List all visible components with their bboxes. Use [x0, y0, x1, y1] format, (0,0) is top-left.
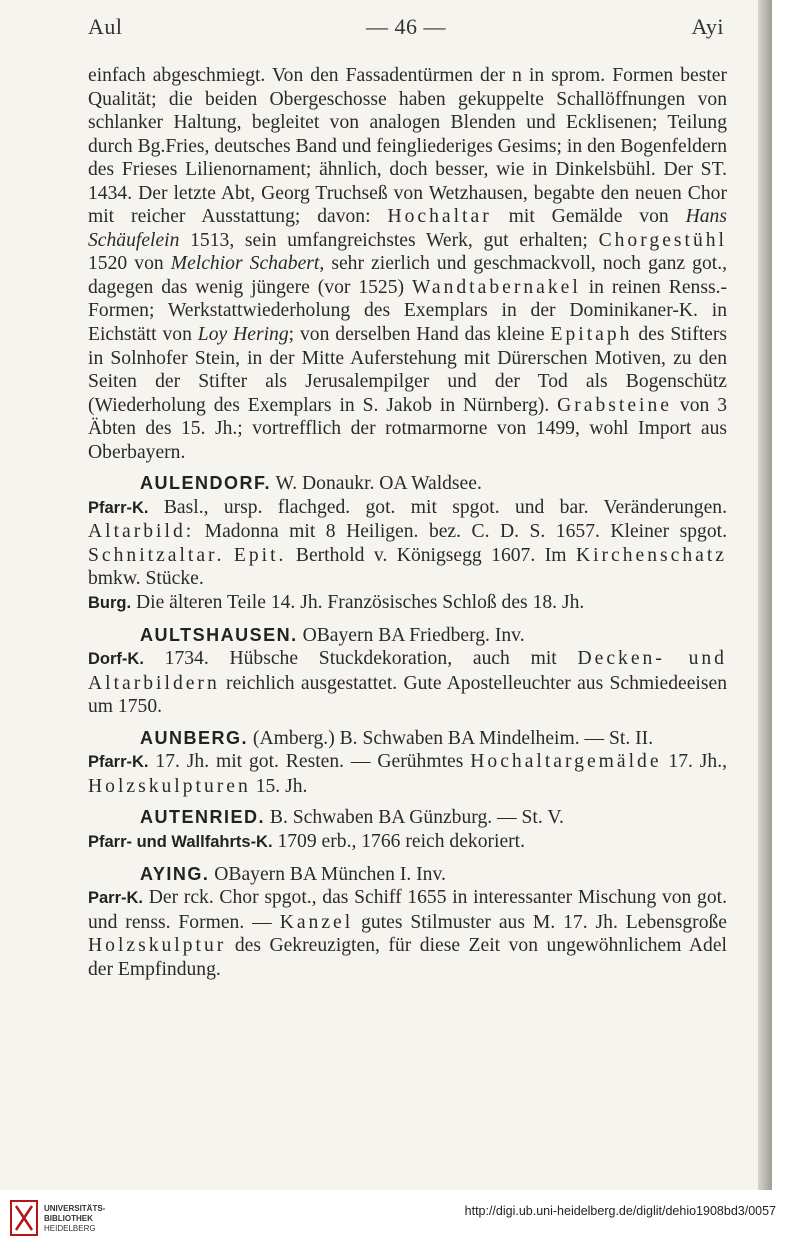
page-number: — 46 — — [366, 14, 446, 39]
place-name: AULTSHAUSEN. — [140, 624, 298, 645]
source-url-link[interactable]: http://digi.ub.uni-heidelberg.de/diglit/dehio1908bd3/0057 — [464, 1204, 776, 1218]
footer-bar — [0, 1190, 786, 1248]
entry-heading-aying: AYING. OBayern BA München I. Inv. — [140, 863, 446, 885]
library-name: UNIVERSITÄTS- BIBLIOTHEK HEIDELBERG — [44, 1204, 106, 1233]
entry-text-aunberg: Pfarr-K. 17. Jh. mit got. Resten. — Gerühmtes Hochaltargemälde 17. Jh., Holzskulpturen 15. Jh. — [88, 751, 727, 797]
page-edge — [758, 0, 772, 1190]
entry-heading-aultshausen: AULTSHAUSEN. OBayern BA Friedberg. Inv. — [140, 624, 525, 646]
library-seal-icon — [10, 1200, 38, 1236]
entry-text-autenried: Pfarr- und Wallfahrts-K. 1709 erb., 1766 reich dekoriert. — [88, 830, 526, 852]
place-name: AYING. — [140, 863, 210, 884]
page-body — [88, 64, 727, 981]
place-name: AUTENRIED. — [140, 807, 266, 828]
entry-heading-autenried: AUTENRIED. B. Schwaben BA Günzburg. — St. V. — [140, 807, 564, 829]
entry-text-aying: Parr-K. Der rck. Chor spgot., das Schiff 1655 in interessanter Mischung von got. und renss. Formen. — Kanzel gutes Stilmuster aus M. 17. Jh. Lebensgroße Holzskulptur des Gekreuzigten, für diese Zeit von ungewöhnlichem Adel der Empfindung. — [88, 887, 727, 980]
place-name: AUNBERG. — [140, 727, 249, 748]
entry-heading-aulendorf: AULENDORF. W. Donaukr. OA Waldsee. — [140, 473, 482, 495]
place-name: AULENDORF. — [140, 473, 271, 494]
library-logo[interactable] — [10, 1198, 130, 1240]
entry-text-aulendorf-burg: Burg. Die älteren Teile 14. Jh. Französisches Schloß des 18. Jh. — [88, 592, 585, 614]
entry-heading-aunberg: AUNBERG. (Amberg.) B. Schwaben BA Mindelheim. — St. II. — [140, 727, 654, 749]
entry-text-aultshausen: Dorf-K. 1734. Hübsche Stuckdekoration, auch mit Decken- und Altarbildern reichlich ausgestattet. Gute Apostelleuchter aus Schmiedeeisen um 1750. — [88, 648, 727, 718]
header-right: Ayi — [691, 14, 724, 39]
running-header — [88, 14, 724, 46]
entry-text-aulendorf-pfarr: Pfarr-K. Basl., ursp. flachged. got. mit spgot. und bar. Veränderungen. Altarbild: Madonna mit 8 Heiligen. bez. C. D. S. 1657. Kleiner spgot. Schnitzaltar. Epit. Berthold v. Königsegg 1607. Im Kirchenschatz bmkw. Stücke. — [88, 496, 727, 590]
header-left: Aul — [88, 14, 123, 39]
paragraph-continued: einfach abgeschmiegt. Von den Fassadentürmen der n in sprom. Formen bester Qualität; die beiden Obergeschosse haben gekuppelte Schallöffnungen von schlanker Haltung, begleitet von analogen Blenden und Ecklisenen; Teilung durch Bg.Fries, deutsches Band und feingliederiges Gesims; in den Bogenfeldern des Frieses Lilienornament; ähnlich, doch besser, wie in Dinkelsbühl. Der ST. 1434. Der letzte Abt, Georg Truchseß von Wetzhausen, begabte den neuen Chor mit reicher Ausstattung; davon: Hochaltar mit Gemälde von Hans Schäufelein 1513, sein umfangreichstes Werk, gut erhalten; Chorgestühl 1520 von Melchior Schabert, sehr zierlich und geschmackvoll, noch ganz got., dagegen das wenig jüngere (vor 1525) Wandtabernakel in reinen Renss.-Formen; Werkstattwiederholung des Exemplars in der Dominikaner-K. in Eichstätt von Loy Hering; von derselben Hand das kleine Epitaph des Stifters in Solnhofer Stein, in der Mitte Auferstehung mit Dürerschen Motiven, zu den Seiten der Stifter als Jerusalempilger und der Tod als Bogenschütz (Wiederholung des Exemplars in S. Jakob in Nürnberg). Grabsteine von 3 Äbten des 15. Jh.; vortrefflich der rotmarmorne von 1499, wohl Import aus Oberbayern. — [88, 65, 728, 463]
